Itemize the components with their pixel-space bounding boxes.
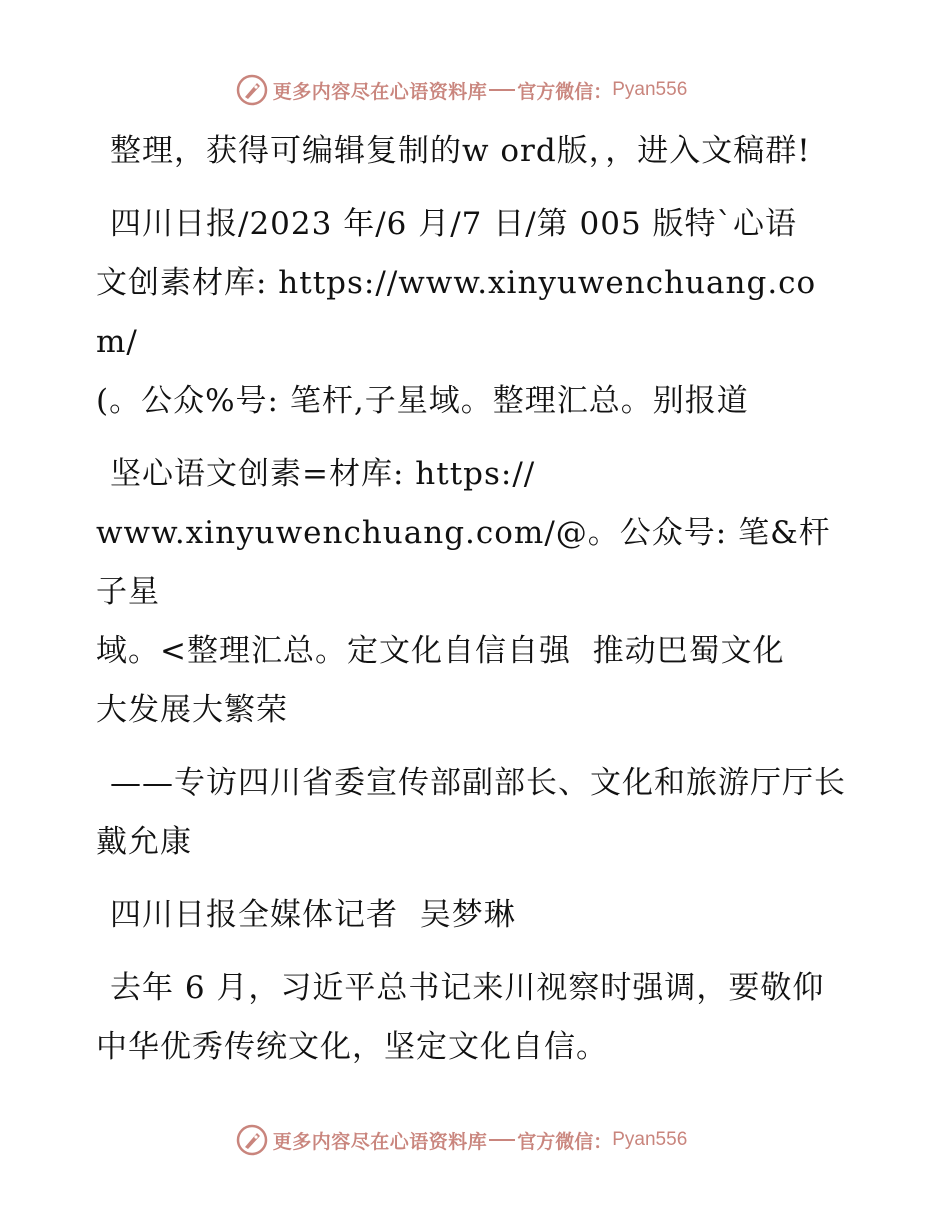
footer-wechat-id: Pyan556 [612, 1129, 688, 1150]
paragraph-subtitle: ——专访四川省委宣传部副部长、文化和旅游厅厅长戴允康 [96, 765, 846, 860]
paragraph-source: 四川日报/2023 年/6 月/7 日/第 005 版特`心语 文创素材库: https://www.xinyuwenchuang.com/ (。公众%号: 笔杆,子星域。整理汇总。别报道 [96, 206, 817, 419]
footer-separator [489, 1139, 515, 1141]
footer-brand-text: 更多内容尽在心语资料库 [272, 1130, 488, 1153]
paragraph-title: 坚心语文创素=材库: https:// www.xinyuwenchuang.com/@。公众号: 笔&杆子星 域。<整理汇总。定文化自信自强 推动巴蜀文化 大发展大繁荣 [96, 456, 831, 728]
document-body [96, 122, 856, 1091]
paragraph-byline: 四川日报全媒体记者 吴梦琳 [110, 897, 516, 933]
header-watermark [0, 70, 950, 110]
footer-watermark [0, 1120, 950, 1160]
header-brand-text: 更多内容尽在心语资料库 [272, 80, 488, 103]
paragraph-intro: 整理，获得可编辑复制的w ord版，，进入文稿群! [110, 133, 811, 169]
pen-nib-logo-icon [235, 1123, 269, 1157]
header-wechat-id: Pyan556 [612, 79, 688, 100]
header-official-label: 官方微信： [517, 80, 613, 103]
footer-official-label: 官方微信： [517, 1130, 613, 1153]
paragraph-lead: 去年 6 月，习近平总书记来川视察时强调，要敬仰中华优秀传统文化，坚定文化自信。 [96, 970, 825, 1065]
pen-nib-logo-icon [235, 73, 269, 107]
header-separator [489, 89, 515, 91]
